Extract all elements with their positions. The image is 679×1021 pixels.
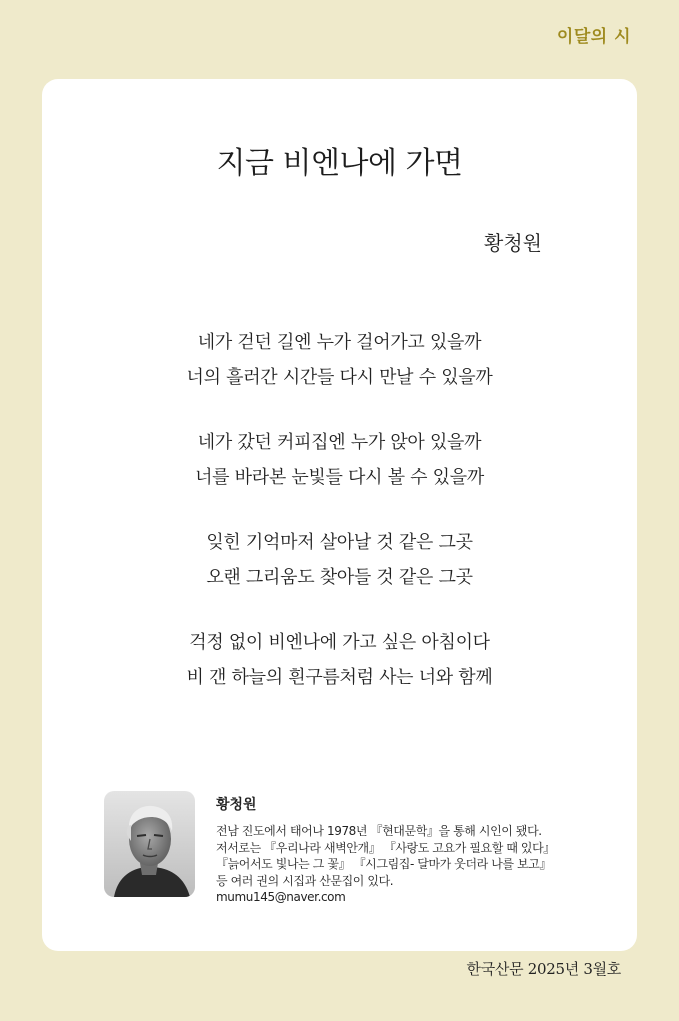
stanza (42, 625, 637, 695)
author-photo (104, 791, 195, 897)
section-label: 이달의 시 (556, 27, 631, 47)
poem-title: 지금 비엔나에 가면 (216, 146, 463, 181)
poem-line: 오랜 그리움도 찾아들 것 같은 그곳 (206, 567, 473, 588)
poem-card (42, 79, 637, 951)
poem-line: 잊힌 기억마저 살아날 것 같은 그곳 (206, 532, 473, 553)
stanza (42, 325, 637, 395)
bio-text (216, 791, 616, 906)
author-bio (104, 791, 624, 904)
bio-line: 등 여러 권의 시집과 산문집이 있다. (216, 873, 394, 888)
poem-line: 네가 갔던 커피집엔 누가 앉아 있을까 (197, 432, 482, 453)
poem-body (42, 325, 637, 725)
poem-line: 네가 걷던 길엔 누가 걸어가고 있을까 (197, 332, 482, 353)
poem-author: 황청원 (484, 231, 542, 255)
publication-footer: 한국산문 2025년 3월호 (466, 960, 621, 978)
stanza (42, 425, 637, 495)
bio-line: 저서로는 『우리나라 새벽안개』 『사랑도 고요가 필요할 때 있다』 (216, 840, 555, 855)
stanza (42, 525, 637, 595)
poem-line: 걱정 없이 비엔나에 가고 싶은 아침이다 (189, 632, 490, 653)
poem-line: 너를 바라본 눈빛들 다시 볼 수 있을까 (195, 467, 484, 488)
poem-line: 너의 흘러간 시간들 다시 만날 수 있을까 (186, 367, 493, 388)
bio-line: 전남 진도에서 태어나 1978년 『현대문학』을 통해 시인이 됐다. (216, 824, 542, 838)
author-email[interactable]: mumu145@naver.com (216, 890, 346, 904)
bio-name: 황청원 (216, 797, 257, 813)
poem-line: 비 갠 하늘의 흰구름처럼 사는 너와 함께 (186, 667, 493, 688)
bio-line: 『늙어서도 빛나는 그 꽃』 『시그림집- 달마가 웃더라 나를 보고』 (216, 857, 552, 871)
